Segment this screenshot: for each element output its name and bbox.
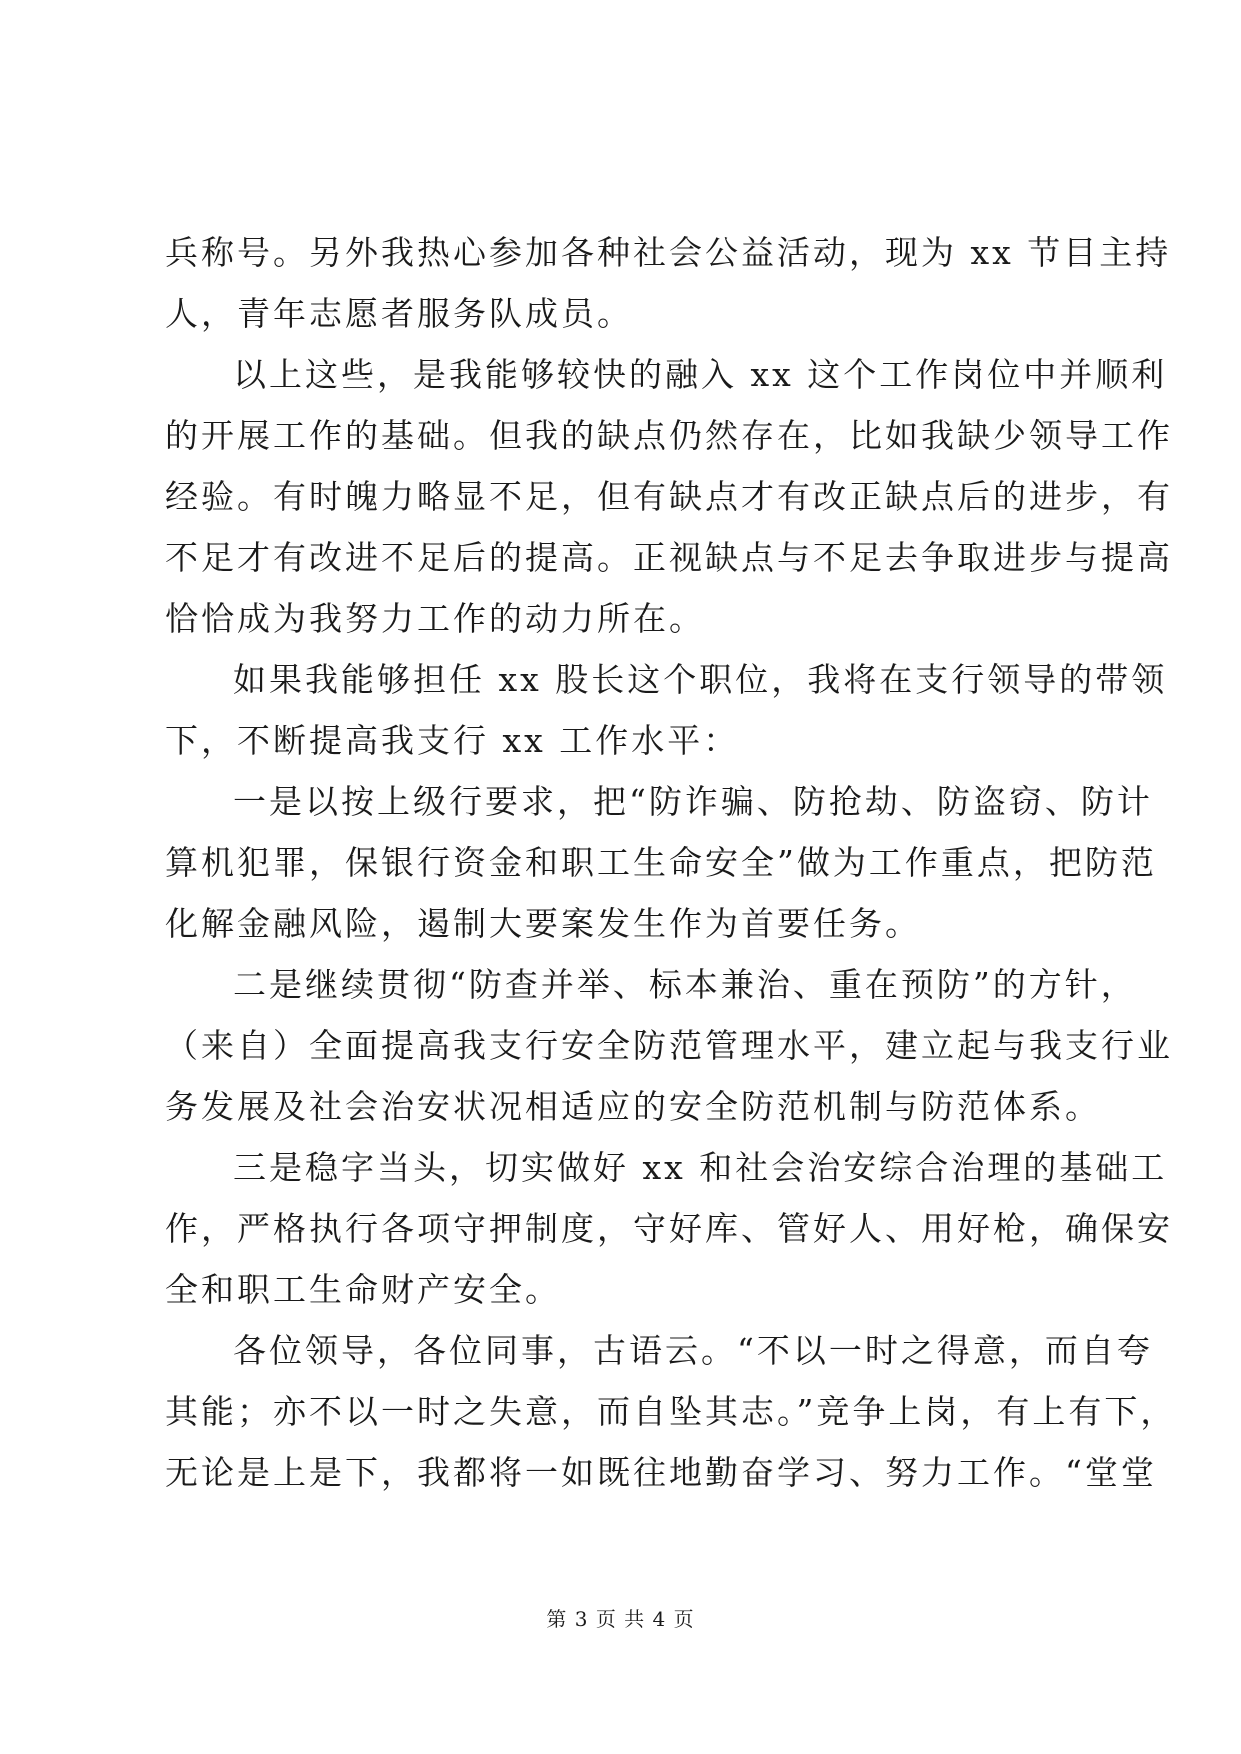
- text-line: 一是以按上级行要求，把“防诈骗、防抢劫、防盗窃、防计: [233, 782, 1153, 821]
- text-line: 其能；亦不以一时之失意，而自坠其志。”竞争上岗，有上有下，: [165, 1392, 1177, 1431]
- text-line: 经验。有时魄力略显不足，但有缺点才有改正缺点后的进步，有: [165, 477, 1173, 516]
- text-line: 三是稳字当头，切实做好 xx 和社会治安综合治理的基础工: [233, 1148, 1168, 1187]
- page-footer: 第 3 页 共 4 页: [546, 1607, 695, 1631]
- text-line: 下，不断提高我支行 xx 工作水平：: [165, 721, 740, 760]
- text-line: 无论是上是下，我都将一如既往地勤奋学习、努力工作。“堂堂: [165, 1453, 1157, 1492]
- text-line: 如果我能够担任 xx 股长这个职位，我将在支行领导的带领: [233, 660, 1168, 699]
- text-line: 兵称号。另外我热心参加各种社会公益活动，现为 xx 节目主持: [165, 233, 1172, 272]
- text-line: 作，严格执行各项守押制度，守好库、管好人、用好枪，确保安: [165, 1209, 1173, 1248]
- text-line: 各位领导，各位同事，古语云。“不以一时之得意，而自夸: [233, 1331, 1153, 1370]
- text-line: 算机犯罪，保银行资金和职工生命安全”做为工作重点，把防范: [165, 843, 1157, 882]
- text-line: 全和职工生命财产安全。: [165, 1270, 561, 1309]
- text-line: 恰恰成为我努力工作的动力所在。: [165, 599, 705, 638]
- text-line: 务发展及社会治安状况相适应的安全防范机制与防范体系。: [165, 1087, 1101, 1126]
- document-body: [165, 222, 1177, 1503]
- text-line: 以上这些，是我能够较快的融入 xx 这个工作岗位中并顺利: [233, 355, 1168, 394]
- text-line: 人，青年志愿者服务队成员。: [165, 294, 633, 333]
- text-line: 二是继续贯彻“防查并举、标本兼治、重在预防”的方针，: [233, 965, 1137, 1004]
- text-line: 的开展工作的基础。但我的缺点仍然存在，比如我缺少领导工作: [165, 416, 1173, 455]
- text-line: 不足才有改进不足后的提高。正视缺点与不足去争取进步与提高: [165, 538, 1173, 577]
- text-line: （来自）全面提高我支行安全防范管理水平，建立起与我支行业: [165, 1026, 1173, 1065]
- text-line: 化解金融风险，遏制大要案发生作为首要任务。: [165, 904, 921, 943]
